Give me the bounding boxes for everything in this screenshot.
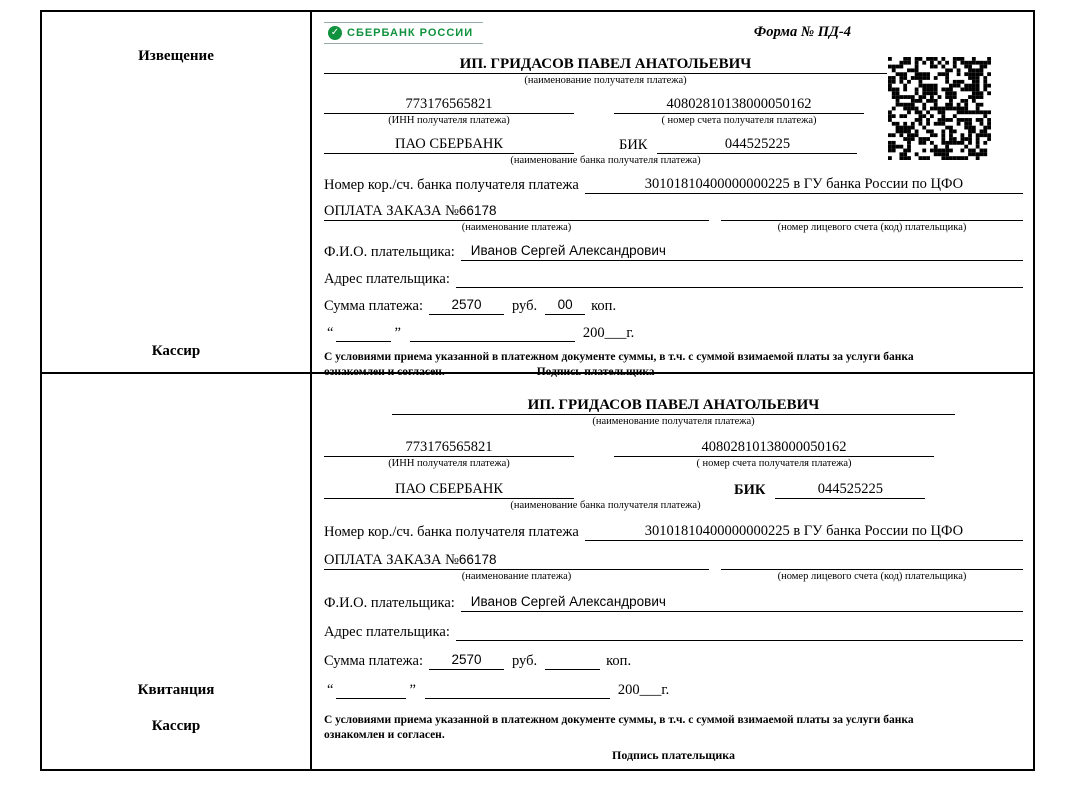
corr-value: 30101810400000000225 в ГУ банка России по ЦФО: [585, 521, 1023, 541]
receipt-label: Квитанция: [137, 682, 215, 698]
recipient-name-caption: (наименование получателя платежа): [524, 75, 687, 86]
bik-value: 044525225: [775, 479, 925, 499]
terms-block: [324, 713, 1023, 763]
account-caption: ( номер счета получателя платежа): [661, 115, 817, 126]
address-blank: [456, 268, 1023, 288]
payment-name-prefix: ОПЛАТА ЗАКАЗА №: [324, 552, 459, 568]
order-number: 66178: [458, 203, 497, 218]
payment-name: [324, 201, 709, 221]
date-quote-close: ”: [394, 325, 401, 341]
sum-kop-value: 00: [545, 295, 585, 315]
date-day-blank: [336, 679, 406, 699]
corr-label: Номер кор./сч. банка получателя платежа: [324, 177, 579, 193]
date-month-blank: [425, 679, 610, 699]
sberbank-logo-text: СБЕРБАНК РОССИИ: [347, 27, 474, 39]
payer-name: Иванов Сергей Александрович: [461, 592, 1023, 612]
payment-form-pd4: [40, 10, 1035, 771]
account-caption: ( номер счета получателя платежа): [696, 458, 852, 469]
personal-account-blank: [721, 201, 1023, 221]
terms-line1: С условиями приема указанной в платежном документе суммы, в т.ч. с суммой взимаемой платы за услуги банка: [324, 351, 914, 363]
payment-name-caption: (наименование платежа): [461, 222, 572, 233]
payer-label: Ф.И.О. плательщика:: [324, 595, 455, 611]
payment-name: [324, 550, 709, 570]
kop-label: коп.: [591, 298, 617, 314]
kop-label: коп.: [606, 653, 632, 669]
personal-account-caption: (номер лицевого счета (код) плательщика): [777, 222, 967, 233]
payer-name: Иванов Сергей Александрович: [461, 241, 1023, 261]
inn-caption: (ИНН получателя платежа): [388, 115, 510, 126]
signature-label: Подпись плательщика: [612, 748, 735, 762]
cashier-label-bottom: Кассир: [151, 718, 201, 734]
rub-label: руб.: [512, 653, 538, 669]
recipient-name: ИП. ГРИДАСОВ ПАВЕЛ АНАТОЛЬЕВИЧ: [324, 54, 887, 74]
form-number: Форма № ПД-4: [753, 24, 851, 40]
notice-label: Извещение: [138, 48, 214, 64]
sum-label: Сумма платежа:: [324, 653, 423, 669]
personal-account-blank: [721, 550, 1023, 570]
bank-caption: (наименование банка получателя платежа): [510, 155, 701, 166]
recipient-inn: 773176565821: [324, 437, 574, 457]
receipt-stub: [42, 374, 312, 769]
order-number: 66178: [458, 552, 497, 567]
date-year: 200___г.: [617, 682, 670, 698]
receipt-section: [42, 374, 1033, 769]
recipient-name-caption: (наименование получателя платежа): [592, 416, 755, 427]
inn-caption: (ИНН получателя платежа): [388, 458, 510, 469]
address-label: Адрес плательщика:: [324, 271, 450, 287]
terms-line2: ознакомлен и согласен.: [324, 366, 445, 378]
date-year: 200___г.: [582, 325, 635, 341]
qr-code: [888, 57, 991, 160]
payment-name-prefix: ОПЛАТА ЗАКАЗА №: [324, 203, 459, 219]
date-quote-close: ”: [409, 682, 416, 698]
address-label: Адрес плательщика:: [324, 624, 450, 640]
sum-kop-value: [545, 650, 600, 670]
receipt-form: [312, 374, 1033, 769]
bank-caption: (наименование банка получателя платежа): [510, 500, 701, 511]
payer-label: Ф.И.О. плательщика:: [324, 244, 455, 260]
personal-account-caption: (номер лицевого счета (код) плательщика): [777, 571, 967, 582]
date-quote-open: “: [327, 682, 334, 698]
terms-line1: С условиями приема указанной в платежном документе суммы, в т.ч. с суммой взимаемой платы за услуги банка: [324, 714, 914, 726]
recipient-account: 40802810138000050162: [614, 94, 864, 114]
sum-label: Сумма платежа:: [324, 298, 423, 314]
recipient-account: 40802810138000050162: [614, 437, 934, 457]
corr-label: Номер кор./сч. банка получателя платежа: [324, 524, 579, 540]
corr-value: 30101810400000000225 в ГУ банка России по ЦФО: [585, 174, 1023, 194]
sum-rub-value: 2570: [429, 295, 504, 315]
sberbank-logo: [324, 22, 483, 44]
date-month-blank: [410, 322, 575, 342]
cashier-label-top: Кассир: [151, 343, 201, 359]
notice-stub: [42, 12, 312, 372]
sberbank-logo-icon: ✓: [328, 26, 342, 40]
payment-name-caption: (наименование платежа): [461, 571, 572, 582]
bank-name: ПАО СБЕРБАНК: [324, 479, 574, 499]
terms-line2: ознакомлен и согласен.: [324, 729, 445, 741]
address-blank: [456, 621, 1023, 641]
bik-label: БИК: [619, 137, 648, 153]
notice-section: [42, 12, 1033, 378]
date-day-blank: [336, 322, 391, 342]
bik-value: 044525225: [657, 134, 857, 154]
recipient-name: ИП. ГРИДАСОВ ПАВЕЛ АНАТОЛЬЕВИЧ: [392, 395, 955, 415]
rub-label: руб.: [512, 298, 538, 314]
sum-rub-value: 2570: [429, 650, 504, 670]
notice-form: [312, 12, 1033, 378]
recipient-inn: 773176565821: [324, 94, 574, 114]
date-quote-open: “: [327, 325, 334, 341]
signature-label: Подпись плательщика: [536, 366, 655, 378]
bik-label: БИК: [734, 482, 766, 498]
bank-name: ПАО СБЕРБАНК: [324, 134, 574, 154]
